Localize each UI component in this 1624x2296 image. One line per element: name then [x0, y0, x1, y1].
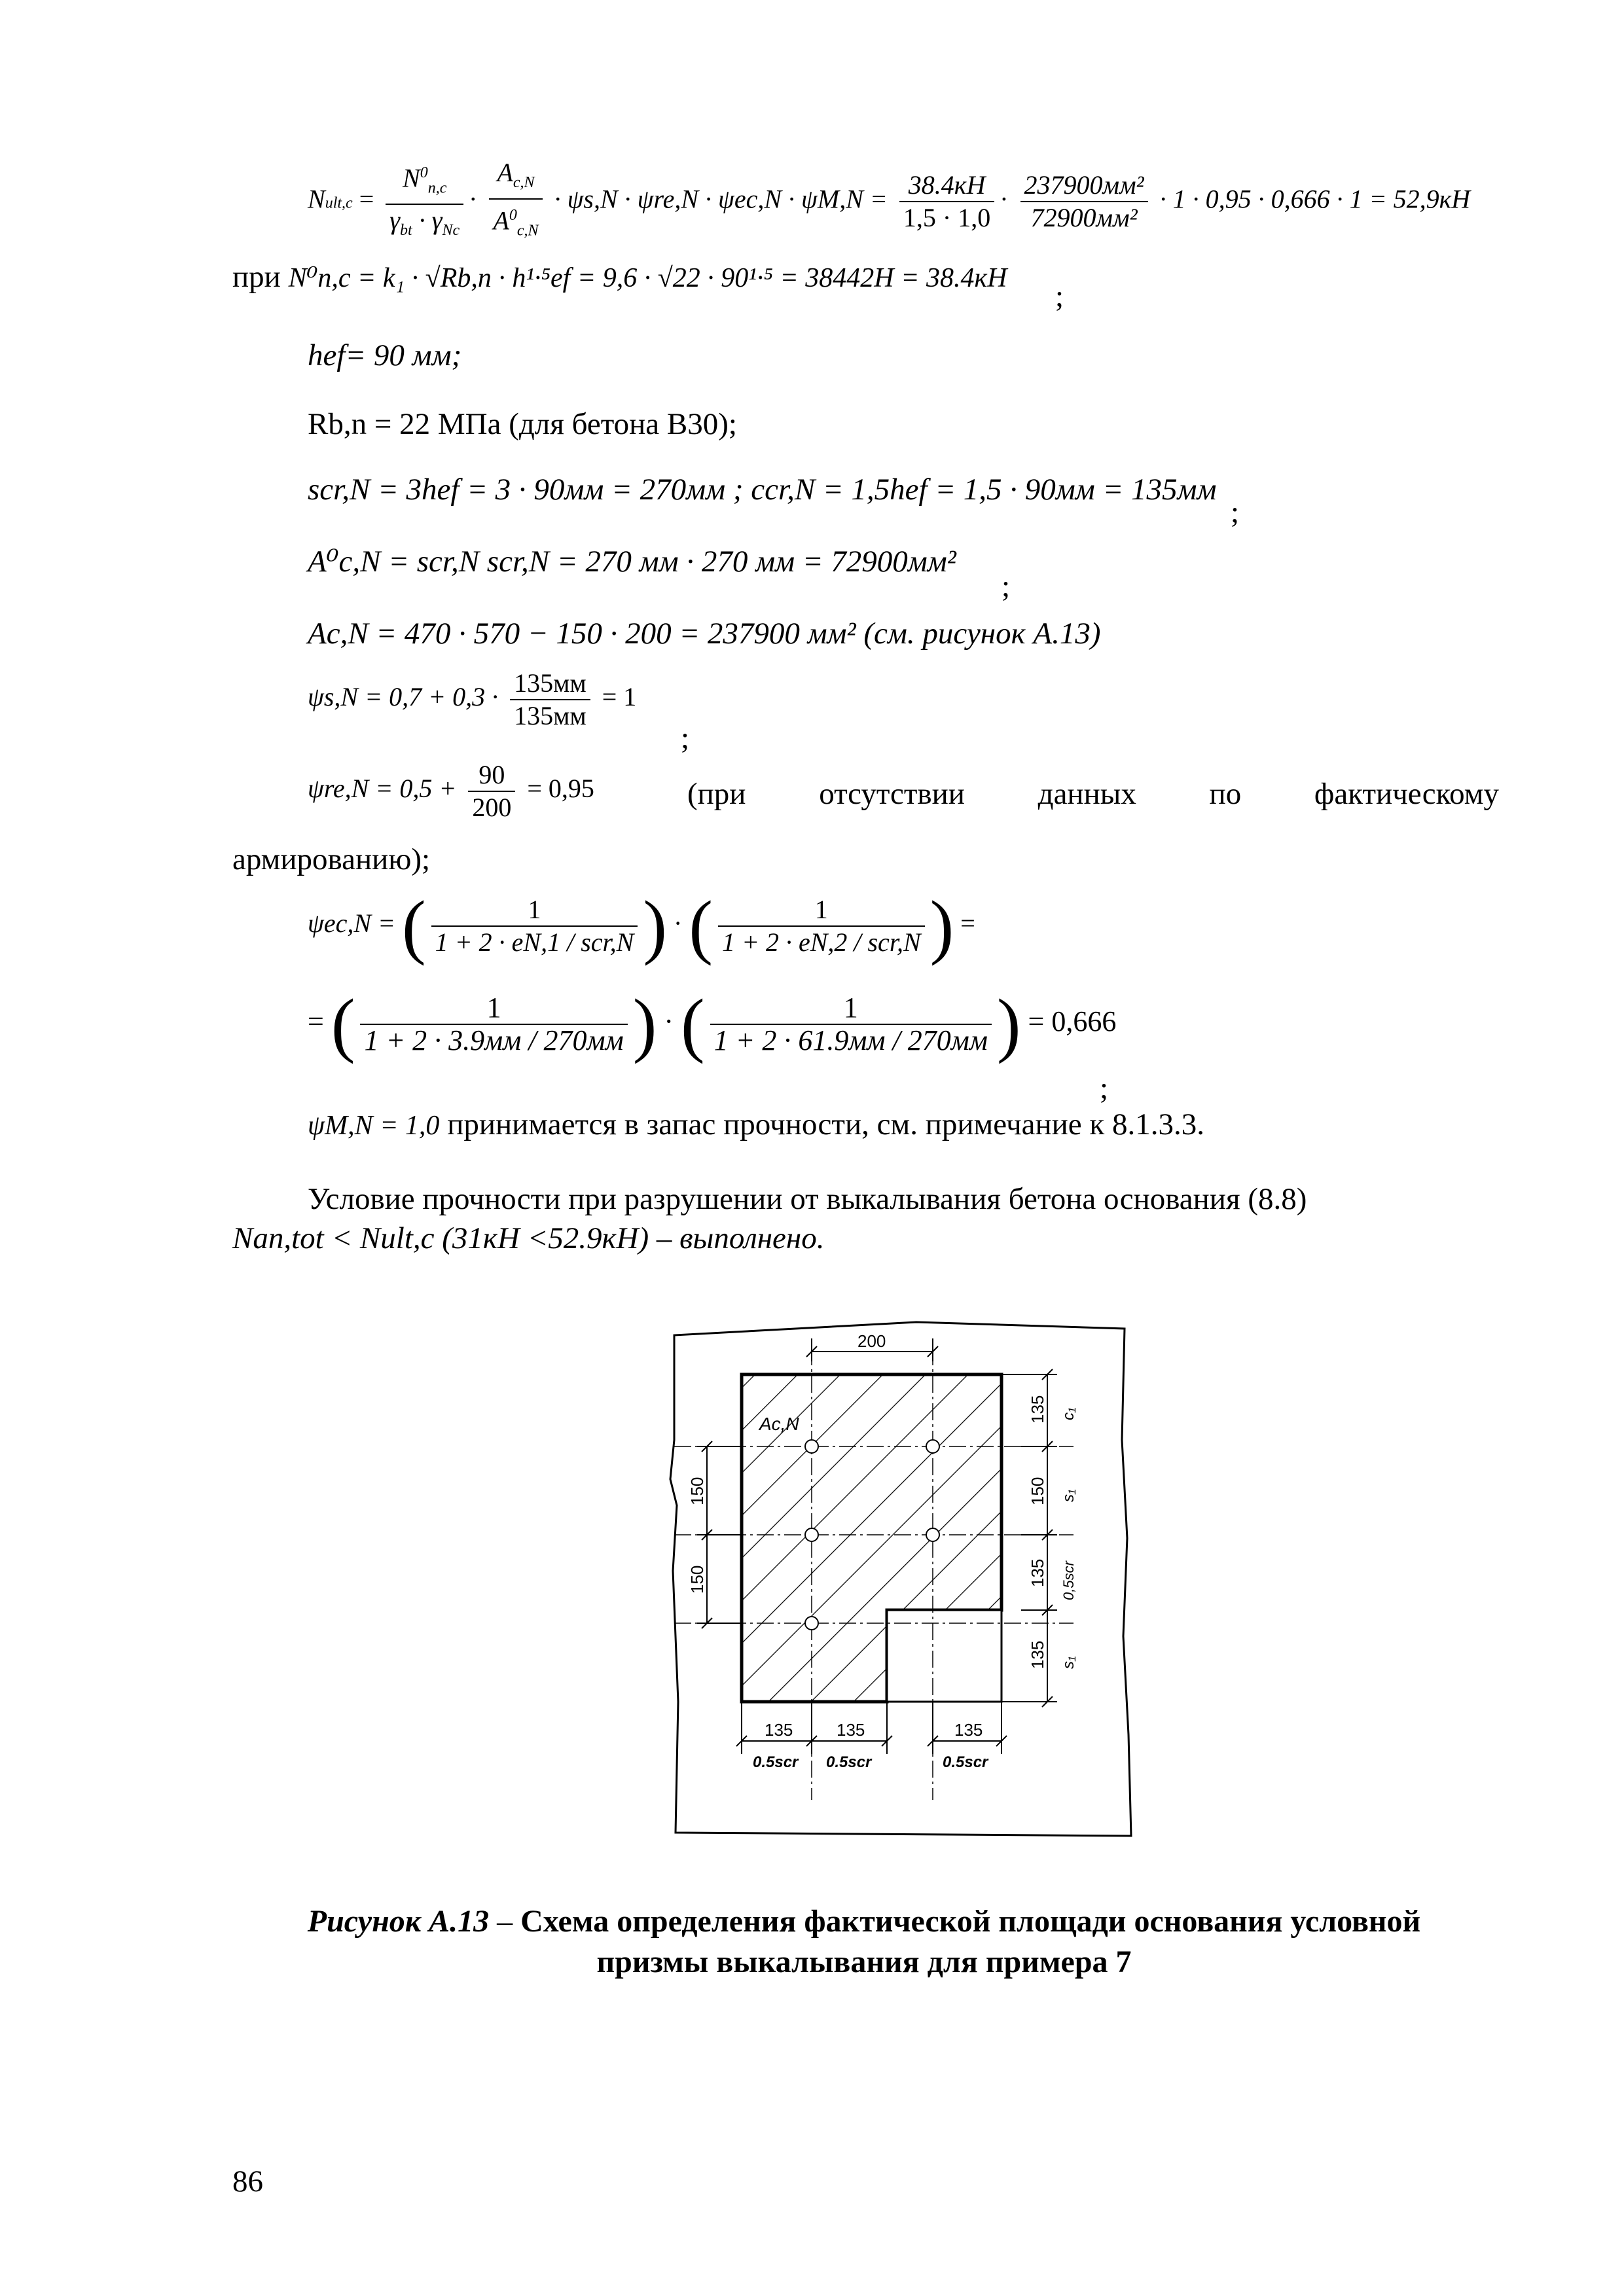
s-cr-line: scr,N = 3hef = 3 · 90мм = 270мм ; ccr,N = 1,5hef = 1,5 · 90мм = 135мм: [308, 473, 1217, 507]
r-bn-line: Rb,n = 22 МПа (для бетона В30);: [308, 407, 737, 441]
right-sym-4: s₁: [1060, 1656, 1077, 1669]
psi-re-note-cont: армированию);: [232, 842, 431, 876]
formula-main: Nult,c = $\frac{N^0_{n,c}}{\gamma_{bt} \cdot \gamma_{Nc}}$ · $\frac{A_{c,N}}{A^0_{c,N}}$ · ψs,N · ψre,N · ψec,N · ψM,N = $\frac{38.4кН}{1,5 \cdot 1,0}$ · $\frac{\text{237900мм²}}{\text{72900мм²}}$ · 1 · 0,95 · 0,666 · 1 = 52,9кН: [308, 157, 1470, 246]
left-dim-2: 150: [687, 1565, 707, 1594]
h-ef-line: hef= 90 мм;: [308, 338, 462, 372]
anchor-1: [805, 1440, 818, 1453]
right-sym-1: c₁: [1060, 1407, 1077, 1420]
psi-chain: · ψs,N · ψre,N · ψec,N · ψM,N =: [554, 184, 888, 214]
bottom-sym-3: 0.5scr: [943, 1753, 988, 1771]
right-dim-3: 135: [1028, 1558, 1047, 1587]
fraction-area-ratio: $\frac{A_{c,N}}{A^0_{c,N}}$: [489, 157, 542, 246]
psi-m-line: ψM,N = 1,0 принимается в запас прочности, см. примечание к 8.1.3.3.: [308, 1107, 1204, 1141]
anchor-5: [805, 1617, 818, 1630]
bottom-dim-2: 135: [837, 1720, 865, 1740]
psi-re-note: (при отсутствии данных по фактическому: [687, 777, 1499, 811]
fraction-area-values: $\frac{\text{237900мм²}}{\text{72900мм²}}$: [1020, 170, 1148, 234]
formula-pri: при N⁰n,c = k₁ · √Rb,n · h¹·⁵ef = 9,6 · √22 · 90¹·⁵ = 38442Н = 38.4кН: [232, 260, 1007, 294]
area-label: Ac,N: [759, 1414, 799, 1434]
right-dim-4: 135: [1028, 1640, 1047, 1669]
semicolon: ;: [1001, 569, 1011, 603]
excluded-rect: [887, 1610, 1001, 1702]
right-dim-1: 135: [1028, 1395, 1047, 1424]
bottom-dim-3: 135: [954, 1720, 983, 1740]
bottom-sym-2: 0.5scr: [826, 1753, 872, 1771]
psi-ec-line2: = ( $\frac{1}{1 + 2 \cdot 3.9мм / 270мм}$ ) · ( $\frac{1}{1 + 2 \cdot 61.9мм / 270мм}$ ) = 0,666: [308, 984, 1117, 1064]
bottom-dim-1: 135: [765, 1720, 793, 1740]
figure-a13: [655, 1309, 1152, 1852]
semicolon: ;: [1055, 279, 1064, 314]
semicolon: ;: [1231, 495, 1240, 529]
a0-cn-line: A⁰c,N = scr,N scr,N = 270 мм · 270 мм = 72900мм²: [308, 545, 956, 579]
anchor-3: [805, 1528, 818, 1541]
anchor-4: [926, 1528, 939, 1541]
fraction-n0-gamma: $\frac{N^0_{n,c}}{\gamma_{bt} \cdot \gamma_{Nc}}$: [386, 157, 463, 246]
fraction-force: $\frac{38.4кН}{1,5 \cdot 1,0}$: [899, 170, 994, 234]
page-number: 86: [232, 2164, 263, 2198]
formula-tail: · 1 · 0,95 · 0,666 · 1 = 52,9кН: [1159, 184, 1471, 214]
right-dim-2: 150: [1028, 1477, 1047, 1505]
right-sym-3: 0,5scr: [1060, 1561, 1077, 1600]
condition-line2: Nan,tot < Nult,c (31кН <52.9кН) – выполнено.: [232, 1221, 825, 1255]
left-dim-1: 150: [687, 1477, 707, 1505]
psi-re-line: ψre,N = 0,5 + $\frac{90}{200}$ = 0,95: [308, 760, 594, 822]
psi-ec-line1: ψec,N = ( $\frac{1}{\text{1 + 2 · eN,1 / scr,N}}$ ) · ( $\frac{1}{\text{1 + 2 · eN,2 / scr,N}}$ ) =: [308, 886, 975, 966]
formula-lhs: N: [308, 184, 325, 214]
semicolon: ;: [681, 721, 690, 755]
psi-s-line: ψs,N = 0,7 + 0,3 · $\frac{135мм}{135мм}$ = 1: [308, 668, 637, 730]
semicolon: ;: [1100, 1071, 1109, 1105]
right-sym-2: s₁: [1060, 1489, 1077, 1502]
top-dim: 200: [857, 1331, 886, 1351]
figure-caption: Рисунок А.13 – Схема определения фактической площади основания условной призмы выкалывания для примера 7: [307, 1904, 1421, 1979]
bottom-sym-1: 0.5scr: [753, 1753, 799, 1771]
condition-line1: Условие прочности при разрушении от выкалывания бетона основания (8.8): [308, 1182, 1307, 1216]
a-cn-line: Ac,N = 470 · 570 − 150 · 200 = 237900 мм² (см. рисунок А.13): [308, 617, 1101, 651]
anchor-2: [926, 1440, 939, 1453]
